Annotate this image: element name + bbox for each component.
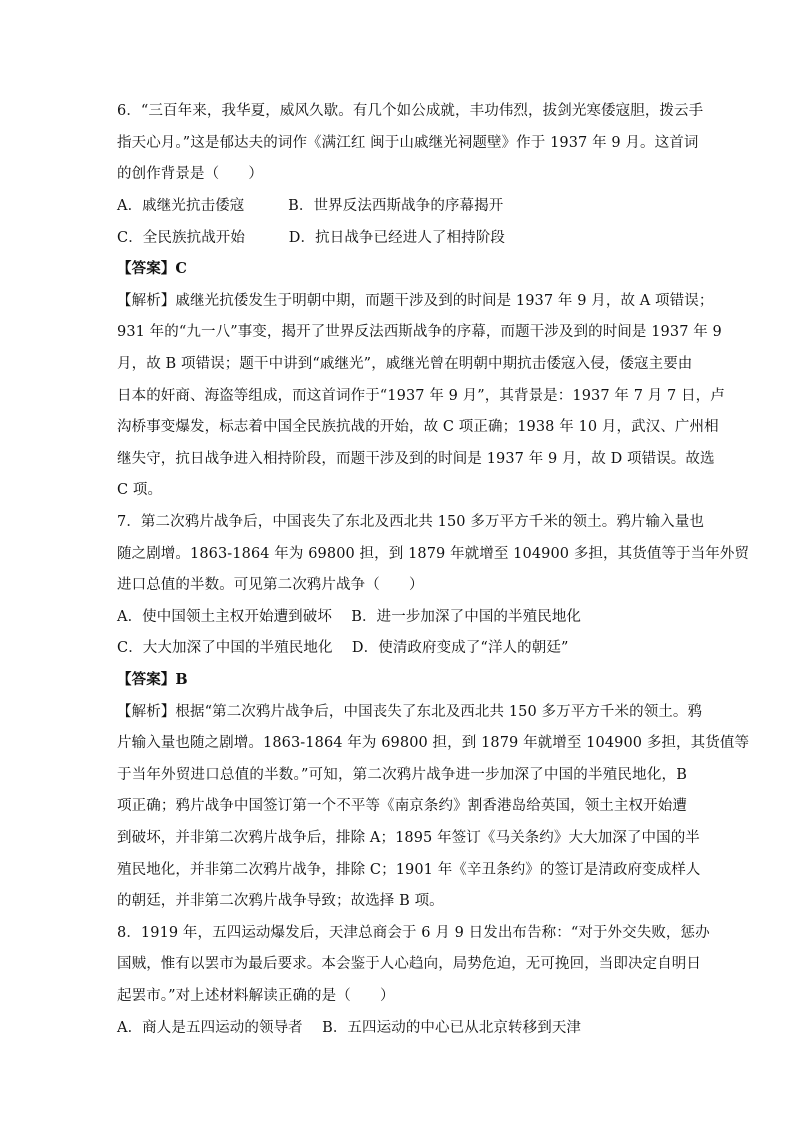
q8-options-ab: A．商人是五四运动的领导者 B．五四运动的中心已从北京转移到天津 [117,1020,582,1036]
q6-stem-line-2: 指天心月。”这是郁达夫的词作《满江红 闽于山戚继光祠题壁》作于 1937 年 9 月。这首词 [117,135,699,151]
q6-analysis-line-6: 继失守，抗日战争进入相持阶段，而题干涉及到的时间是 1937 年 9 月，故 D 项错误。故选 [117,451,715,467]
q7-answer: 【答案】B [117,671,188,688]
q7-analysis-line-1: 【解析】根据“第二次鸦片战争后，中国丧失了东北及西北共 150 多万平方千米的领土。鸦 [117,704,703,720]
q7-stem-line-3: 进口总值的半数。可见第二次鸦片战争（ ） [117,577,424,593]
q7-analysis-line-4: 项正确；鸦片战争中国签订第一个不平等《南京条约》割香港岛给英国，领土主权开始遭 [117,798,687,814]
q7-analysis-line-7: 的朝廷，并非第二次鸦片战争导致；故选择 B 项。 [117,893,444,909]
q6-analysis-line-2: 931 年的“九一八”事变，揭开了世界反法西斯战争的序幕，而题干涉及到的时间是 1937 年 9 [117,324,722,340]
q7-stem-line-1: 7．第二次鸦片战争后，中国丧失了东北及西北共 150 多万平方千米的领土。鸦片输入量也 [117,514,704,530]
q8-stem-line-3: 起罢市。”对上述材料解读正确的是（ ） [117,988,395,1004]
q6-options-cd: C．全民族抗战开始 D．抗日战争已经进人了相持阶段 [117,230,505,246]
q6-analysis-line-4: 日本的奸商、海盗等组成，而这首词作于“1937 年 9 月”，其背景是：1937 年 7 月 7 日，卢 [117,388,725,404]
q6-answer: 【答案】C [117,260,188,277]
q6-analysis-line-3: 月，故 B 项错误；题干中讲到“戚继光”，戚继光曾在明朝中期抗击倭寇入侵，倭寇主要由 [117,356,693,372]
q8-stem-line-2: 国贼，惟有以罢市为最后要求。本会鉴于人心趋向，局势危迫，无可挽回，当即决定自明日 [117,956,701,972]
q6-analysis-line-5: 沟桥事变爆发，标志着中国全民族抗战的开始，故 C 项正确；1938 年 10 月，武汉、广州相 [117,419,719,435]
q6-stem-line-1: 6．“三百年来，我华夏，威风久歇。有几个如公成就，丰功伟烈，拔剑光寒倭寇胆，拨云手 [117,103,704,119]
q7-analysis-line-5: 到破坏，并非第二次鸦片战争后，排除 A；1895 年签订《马关条约》大大加深了中国的半 [117,830,700,846]
q7-analysis-line-2: 片输入量也随之剧增。1863-1864 年为 69800 担，到 1879 年就增至 104900 多担，其货值等 [117,735,750,751]
q6-analysis-line-7: C 项。 [117,482,163,498]
q7-analysis-line-6: 殖民地化，并非第二次鸦片战争，排除 C；1901 年《辛丑条约》的签订是清政府变成样人 [117,862,701,878]
q6-analysis-line-1: 【解析】戚继光抗倭发生于明朝中期，而题干涉及到的时间是 1937 年 9 月，故 A 项错误； [117,293,714,309]
q7-options-cd: C．大大加深了中国的半殖民地化 D．使清政府变成了“洋人的朝廷” [117,640,569,656]
q7-options-ab: A．使中国领土主权开始遭到破坏 B．进一步加深了中国的半殖民地化 [117,609,582,625]
q6-stem-line-3: 的创作背景是（ ） [117,166,263,182]
q6-options-ab: A．戚继光抗击倭寇 B．世界反法西斯战争的序幕揭开 [117,198,504,214]
q7-analysis-line-3: 于当年外贸进口总值的半数。”可知，第二次鸦片战争进一步加深了中国的半殖民地化，B [117,767,687,783]
q7-stem-line-2: 随之剧增。1863-1864 年为 69800 担，到 1879 年就增至 104900 多担，其货值等于当年外贸 [117,546,750,562]
q8-stem-line-1: 8．1919 年，五四运动爆发后，天津总商会于 6 月 9 日发出布告称：“对于外交失败，惩办 [117,925,710,941]
